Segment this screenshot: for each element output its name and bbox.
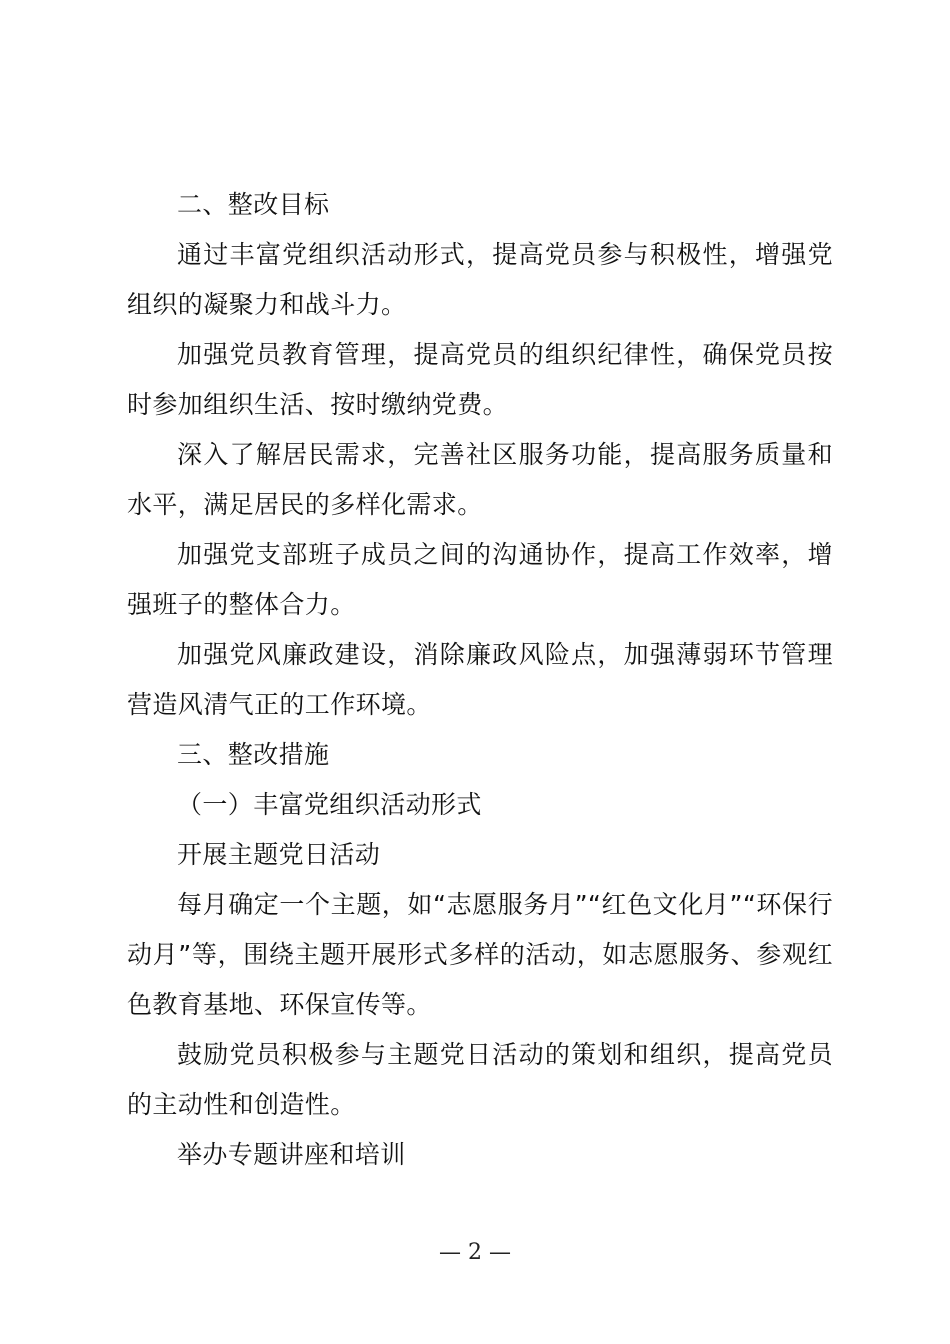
body-paragraph: 加强党支部班子成员之间的沟通协作，提高工作效率，增强班子的整体合力。 (127, 540, 833, 619)
body-paragraph: 通过丰富党组织活动形式，提高党员参与积极性，增强党组织的凝聚力和战斗力。 (127, 240, 833, 319)
page-number: — 2 — (439, 1240, 511, 1265)
item-heading: 开展主题党日活动 (177, 840, 381, 869)
body-paragraph: 加强党风廉政建设，消除廉政风险点，加强薄弱环节管理营造风清气正的工作环境。 (127, 640, 833, 719)
section-heading: 二、整改目标 (177, 190, 330, 219)
body-paragraph: 鼓励党员积极参与主题党日活动的策划和组织，提高党员的主动性和创造性。 (127, 1040, 833, 1119)
section-heading: 三、整改措施 (177, 740, 330, 769)
item-heading: 举办专题讲座和培训 (177, 1140, 406, 1169)
body-paragraph: 每月确定一个主题，如“志愿服务月”“红色文化月”“环保行动月”等，围绕主题开展形式多样的活动，如志愿服务、参观红色教育基地、环保宣传等。 (127, 890, 833, 1019)
subsection-heading: （一）丰富党组织活动形式 (177, 790, 482, 819)
document-body (127, 180, 833, 1180)
body-paragraph: 加强党员教育管理，提高党员的组织纪律性，确保党员按时参加组织生活、按时缴纳党费。 (127, 340, 833, 419)
body-paragraph: 深入了解居民需求，完善社区服务功能，提高服务质量和水平，满足居民的多样化需求。 (127, 440, 833, 519)
